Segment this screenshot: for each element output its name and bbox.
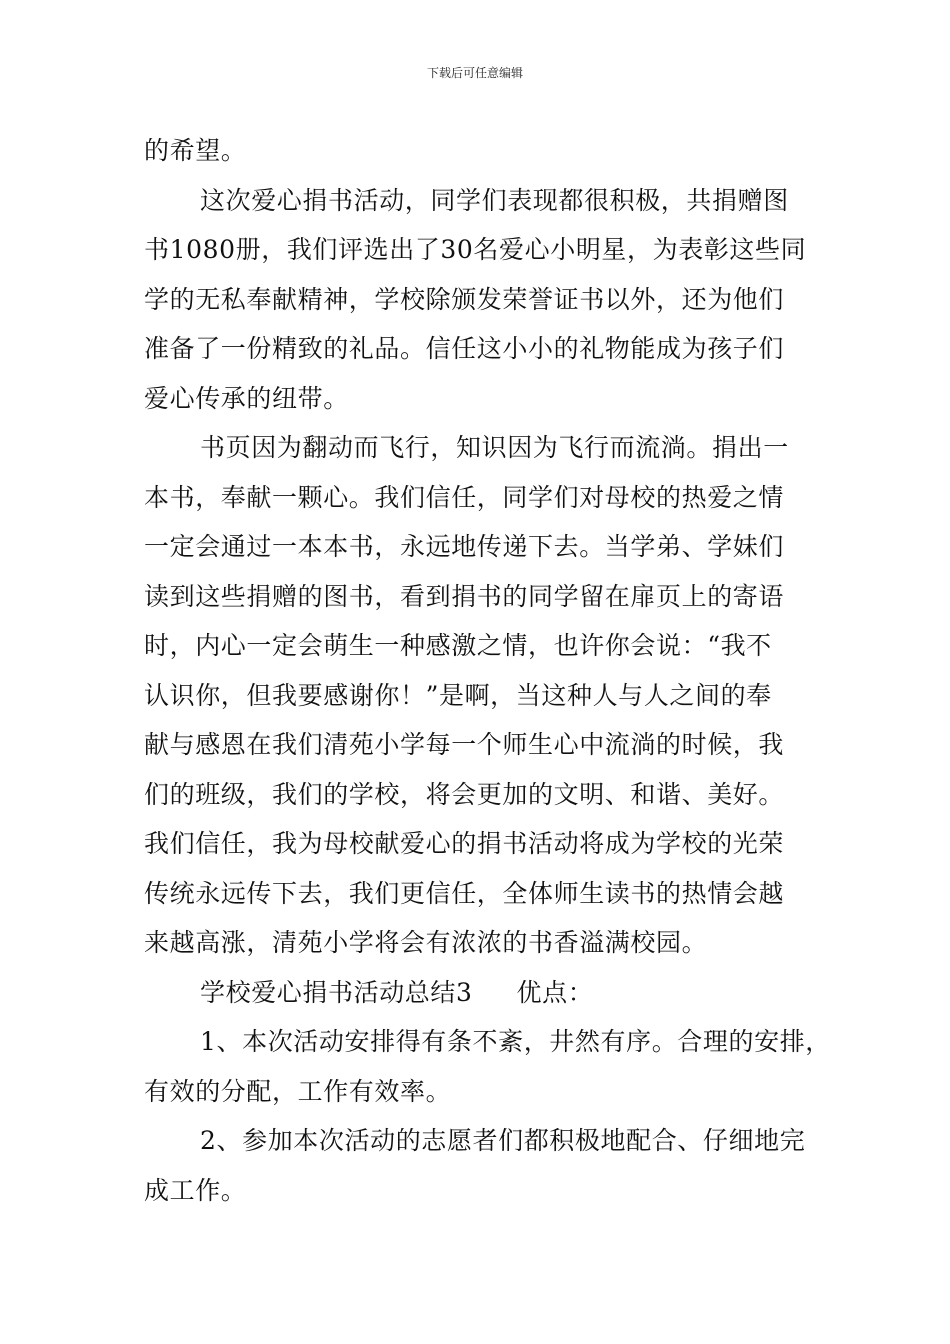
page-header: 下载后可任意编辑: [426, 66, 523, 80]
text-line: 爱心传承的纽带。: [144, 383, 349, 413]
text-line: 认识你，但我要感谢你！”是啊，当这种人与人之间的奉: [144, 680, 772, 710]
text-line: 读到这些捐赠的图书，看到捐书的同学留在扉页上的寄语: [144, 581, 785, 611]
section-label: 优点：: [516, 977, 594, 1007]
text-line: 传统永远传下去，我们更信任，全体师生读书的热情会越: [144, 878, 785, 908]
list-item-continuation: 有效的分配，工作有效率。: [144, 1076, 452, 1106]
paragraph-start: 这次爱心捐书活动，同学们表现都很积极，共捐赠图: [200, 185, 789, 215]
list-item: 1、本次活动安排得有条不紊，井然有序。合理的安排，: [200, 1027, 831, 1056]
list-item-continuation: 成工作。: [144, 1175, 247, 1205]
text-line: 准备了一份精致的礼品。信任这小小的礼物能成为孩子们: [144, 334, 785, 363]
text-line: 一定会通过一本本书，永远地传递下去。当学弟、学妹们: [144, 532, 785, 561]
section-title: 学校爱心捐书活动总结3: [200, 977, 473, 1007]
text-line: 献与感恩在我们清苑小学每一个师生心中流淌的时候，我: [144, 730, 785, 759]
text-line: 时，内心一定会萌生一种感激之情，也许你会说：“我不: [144, 631, 772, 660]
text-line: 本书，奉献一颗心。我们信任，同学们对母校的热爱之情: [144, 482, 785, 512]
list-item: 2、参加本次活动的志愿者们都积极地配合、仔细地完: [200, 1126, 806, 1155]
paragraph-start: 书页因为翻动而飞行，知识因为飞行而流淌。捐出一: [200, 433, 789, 462]
text-line: 们的班级，我们的学校，将会更加的文明、和谐、美好。: [144, 779, 785, 809]
text-line: 的希望。: [144, 136, 247, 165]
section-heading: [144, 968, 816, 1018]
text-line: 来越高涨，清苑小学将会有浓浓的书香溢满校园。: [144, 928, 708, 957]
text-line: 我们信任，我为母校献爱心的捐书活动将成为学校的光荣: [144, 829, 785, 858]
text-line: 学的无私奉献精神，学校除颁发荣誉证书以外，还为他们: [144, 284, 785, 314]
document-body: [144, 126, 831, 1215]
text-line: 书1080册，我们评选出了30名爱心小明星，为表彰这些同: [144, 235, 807, 264]
